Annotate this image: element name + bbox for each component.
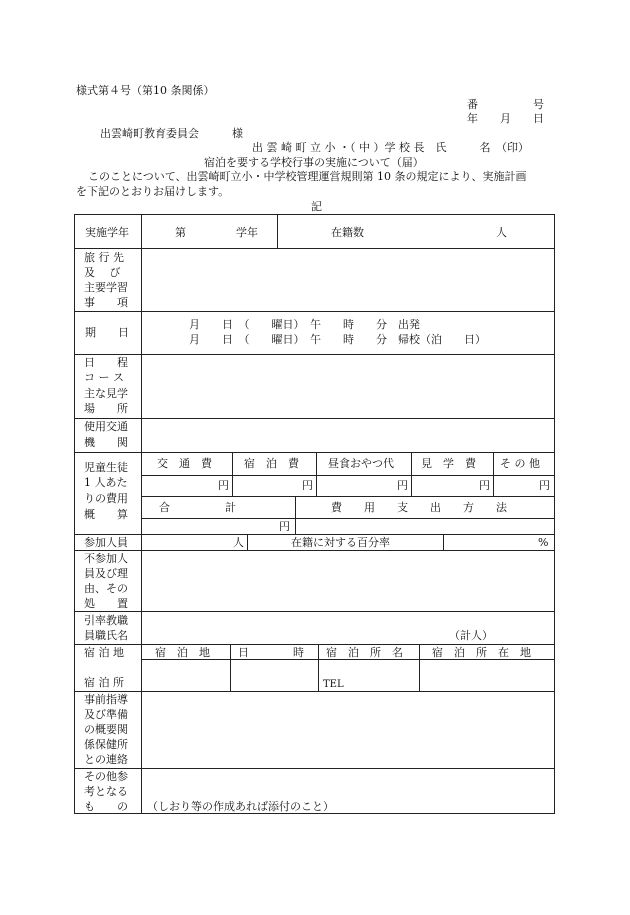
number-label: 番 号	[467, 98, 544, 111]
intro-text-line2: を下記のとおりお届けします。	[76, 185, 230, 198]
leader-label-1: 引率教職	[84, 614, 128, 627]
row-divider	[75, 311, 554, 312]
other-note: （しおり等の作成あれば添付のこと）	[147, 800, 334, 813]
row-divider	[75, 534, 554, 535]
grade-divider	[277, 215, 278, 248]
grade-gakunen: 学年	[236, 226, 258, 239]
destination-label-3: 主要学習	[84, 281, 128, 294]
ki-label: 記	[311, 200, 322, 213]
cost-col-divider	[493, 452, 494, 496]
lodging-head-place: 宿 泊 地	[155, 646, 210, 659]
cost-label-2: 1 人あた	[84, 476, 128, 489]
yen-unit: 円	[539, 479, 550, 492]
tel-label: TEL	[323, 679, 344, 690]
guidance-label-2: 及び準備	[84, 708, 128, 721]
row-divider	[75, 248, 554, 249]
transport-label-2: 機 関	[84, 436, 128, 449]
cost-head-tour: 見 学 費	[421, 457, 476, 470]
cost-divider	[141, 496, 554, 497]
row-divider	[75, 550, 554, 551]
row-divider	[75, 644, 554, 645]
cost-head-meals: 昼食おやつ代	[328, 457, 394, 470]
schedule-label-1: 日 程	[84, 356, 128, 369]
other-label-1: その他参	[84, 770, 128, 783]
total-label: 合 計	[159, 501, 236, 514]
date-label: 年 月 日	[467, 112, 544, 125]
destination-label-1: 旅 行 先	[84, 251, 124, 264]
cost-label-1: 児童生徒	[84, 461, 128, 474]
enrollment-unit: 人	[496, 226, 507, 239]
yen-unit: 円	[479, 479, 490, 492]
guidance-label-3: の概要関	[84, 723, 128, 736]
other-label-3: も の	[84, 800, 128, 813]
departure-line: 月 日 （ 曜日） 午 時 分 出発	[189, 318, 420, 331]
percent-sign: %	[538, 536, 549, 549]
form-number: 様式第４号（第10 条関係）	[76, 84, 215, 97]
leader-count: （計人）	[449, 629, 493, 642]
addressee: 出雲崎町教育委員会 様	[100, 127, 243, 140]
payment-method-label: 費 用 支 出 方 法	[331, 501, 507, 514]
other-label-2: 考となる	[84, 785, 128, 798]
participants-divider	[443, 534, 444, 550]
guidance-label-4: 係保健所	[84, 738, 128, 751]
participants-unit: 人	[233, 536, 244, 549]
absent-label-1: 不参加人	[84, 552, 128, 565]
enrollment-label: 在籍数	[331, 226, 364, 239]
period-label: 期 日	[85, 326, 129, 339]
cost-col-divider	[316, 452, 317, 496]
lodging-head-name: 宿 泊 所 名	[326, 646, 403, 659]
form-table	[74, 214, 555, 814]
cost-label-4: 概 算	[84, 508, 128, 521]
lodging-head-address: 宿 泊 所 在 地	[432, 646, 531, 659]
lodging-col-divider	[230, 644, 231, 691]
schedule-label-3: 主な見学	[84, 387, 128, 400]
return-line: 月 日 （ 曜日） 午 時 分 帰校（泊 日）	[189, 333, 486, 346]
destination-label-2: 及 び	[84, 266, 121, 279]
cost-divider	[141, 518, 554, 519]
guidance-label-5: との連絡	[84, 753, 128, 766]
guidance-label-1: 事前指導	[84, 693, 128, 706]
row-divider	[75, 691, 554, 692]
row-divider	[75, 768, 554, 769]
destination-label-4: 事 項	[84, 296, 128, 309]
grade-label: 実施学年	[85, 226, 129, 239]
cost-label-3: りの費用	[84, 492, 128, 505]
lodging-divider	[141, 659, 554, 660]
yen-unit: 円	[397, 479, 408, 492]
cost-head-lodging: 宿 泊 費	[244, 457, 299, 470]
row-divider	[75, 611, 554, 612]
lodging-head-datetime: 日 時	[238, 646, 304, 659]
lodging-facility-label: 宿 泊 所	[84, 676, 124, 689]
percentage-label: 在籍に対する百分率	[291, 536, 390, 549]
lodging-col-divider	[318, 644, 319, 691]
yen-unit: 円	[218, 479, 229, 492]
cost-head-transport: 交 通 費	[157, 457, 212, 470]
sender-line: 出 雲 崎 町 立 小 ・（ 中 ）学 校 長 氏 名 （印）	[252, 141, 529, 154]
lodging-label: 宿 泊 地	[84, 646, 124, 659]
total-yen-unit: 円	[279, 520, 290, 533]
cost-col-divider	[232, 452, 233, 496]
lodging-col-divider	[419, 644, 420, 691]
absent-label-4: 処 置	[84, 597, 128, 610]
row-divider	[75, 418, 554, 419]
transport-label-1: 使用交通	[84, 420, 128, 433]
intro-text-line1: このことについて、出雲崎町立小・中学校管理運営規則第 10 条の規定により、実施計画	[88, 170, 527, 183]
label-column-divider	[141, 215, 142, 813]
absent-label-3: 由、その	[84, 582, 128, 595]
schedule-label-2: コ ー ス	[84, 371, 124, 384]
schedule-label-4: 場 所	[84, 402, 128, 415]
row-divider	[75, 452, 554, 453]
participants-label: 参加人員	[84, 536, 128, 549]
leader-label-2: 員職氏名	[84, 629, 128, 642]
total-divider	[295, 496, 296, 534]
participants-divider	[247, 534, 248, 550]
yen-unit: 円	[302, 479, 313, 492]
absent-label-2: 員及び理	[84, 567, 128, 580]
cost-col-divider	[411, 452, 412, 496]
cost-head-other: そ の 他	[500, 457, 540, 470]
row-divider	[75, 354, 554, 355]
grade-dai: 第	[175, 226, 186, 239]
document-title: 宿泊を要する学校行事の実施について（届）	[204, 156, 424, 169]
